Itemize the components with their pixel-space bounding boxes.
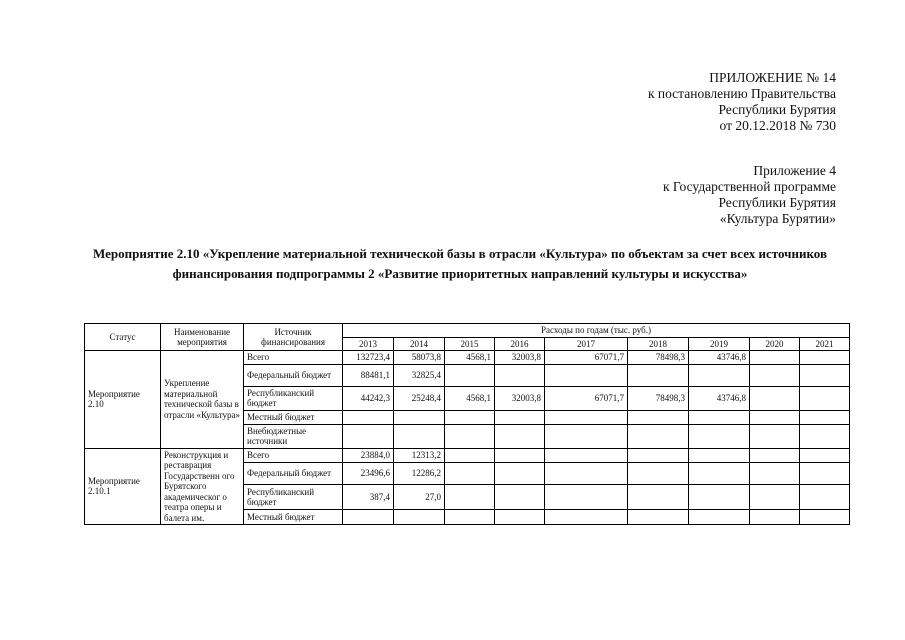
value-cell: 44242,3 (343, 386, 394, 410)
value-cell (628, 410, 689, 424)
value-cell (545, 510, 628, 525)
value-cell: 32003,8 (495, 386, 545, 410)
value-cell: 78498,3 (628, 386, 689, 410)
source-cell: Всего (244, 351, 343, 365)
value-cell (628, 510, 689, 525)
source-cell: Федеральный бюджет (244, 364, 343, 386)
value-cell: 12313,2 (394, 448, 445, 462)
value-cell: 32003,8 (495, 351, 545, 365)
value-cell: 67071,7 (545, 386, 628, 410)
source-cell: Внебюджетные источники (244, 424, 343, 448)
value-cell (750, 448, 800, 462)
value-cell: 4568,1 (445, 351, 495, 365)
value-cell (495, 485, 545, 510)
value-cell (628, 424, 689, 448)
annex-header (648, 70, 836, 134)
value-cell: 12286,2 (394, 462, 445, 485)
appendix-line: «Культура Бурятии» (719, 211, 836, 226)
value-cell: 132723,4 (343, 351, 394, 365)
value-cell (445, 424, 495, 448)
value-cell (628, 485, 689, 510)
annex-line: от 20.12.2018 № 730 (719, 118, 836, 133)
value-cell (394, 510, 445, 525)
value-cell (495, 448, 545, 462)
value-cell (689, 424, 750, 448)
activity-name-cell: Укрепление материальной технической базы в отрасли «Культура» (161, 351, 244, 449)
appendix-line: к Государственной программе (662, 179, 836, 194)
header-year: 2015 (445, 337, 495, 351)
value-cell (689, 510, 750, 525)
value-cell (445, 462, 495, 485)
value-cell (689, 485, 750, 510)
value-cell (800, 364, 850, 386)
value-cell: 4568,1 (445, 386, 495, 410)
value-cell (750, 424, 800, 448)
value-cell (750, 510, 800, 525)
annex-line: ПРИЛОЖЕНИЕ № 14 (709, 70, 836, 85)
header-status: Статус (85, 324, 161, 351)
header-expenses: Расходы по годам (тыс. руб.) (343, 324, 850, 338)
value-cell: 67071,7 (545, 351, 628, 365)
value-cell (343, 410, 394, 424)
value-cell (800, 351, 850, 365)
header-name: Наименование мероприятия (161, 324, 244, 351)
source-cell: Всего (244, 448, 343, 462)
value-cell: 23496,6 (343, 462, 394, 485)
source-cell: Республиканский бюджет (244, 485, 343, 510)
header-year: 2018 (628, 337, 689, 351)
value-cell (750, 386, 800, 410)
value-cell (800, 462, 850, 485)
value-cell: 78498,3 (628, 351, 689, 365)
value-cell (495, 510, 545, 525)
value-cell: 43746,8 (689, 351, 750, 365)
value-cell (495, 364, 545, 386)
value-cell (545, 410, 628, 424)
table-row (85, 351, 850, 365)
value-cell: 387,4 (343, 485, 394, 510)
value-cell (545, 462, 628, 485)
value-cell: 58073,8 (394, 351, 445, 365)
table-row (85, 448, 850, 462)
value-cell (495, 410, 545, 424)
header-year: 2019 (689, 337, 750, 351)
value-cell (689, 448, 750, 462)
value-cell: 27,0 (394, 485, 445, 510)
header-source: Источник финансирования (244, 324, 343, 351)
value-cell (445, 448, 495, 462)
header-year: 2014 (394, 337, 445, 351)
source-cell: Местный бюджет (244, 410, 343, 424)
table-body (85, 351, 850, 525)
value-cell (495, 424, 545, 448)
value-cell (394, 424, 445, 448)
value-cell (689, 364, 750, 386)
source-cell: Федеральный бюджет (244, 462, 343, 485)
value-cell (750, 364, 800, 386)
value-cell (628, 364, 689, 386)
value-cell: 43746,8 (689, 386, 750, 410)
value-cell (545, 485, 628, 510)
value-cell (343, 510, 394, 525)
value-cell (750, 462, 800, 485)
value-cell (445, 485, 495, 510)
value-cell (800, 386, 850, 410)
header-year: 2021 (800, 337, 850, 351)
appendix-line: Республики Бурятия (718, 195, 836, 210)
value-cell (445, 364, 495, 386)
header-year: 2016 (495, 337, 545, 351)
source-cell: Местный бюджет (244, 510, 343, 525)
value-cell (800, 424, 850, 448)
status-cell: Мероприятие 2.10.1 (85, 448, 161, 525)
value-cell (750, 351, 800, 365)
value-cell (445, 510, 495, 525)
value-cell (750, 410, 800, 424)
value-cell (689, 410, 750, 424)
value-cell (628, 448, 689, 462)
annex-line: Республики Бурятия (718, 102, 836, 117)
value-cell (800, 448, 850, 462)
header-year: 2017 (545, 337, 628, 351)
value-cell (689, 462, 750, 485)
value-cell (343, 424, 394, 448)
value-cell (800, 410, 850, 424)
value-cell (750, 485, 800, 510)
source-cell: Республиканский бюджет (244, 386, 343, 410)
value-cell: 25248,4 (394, 386, 445, 410)
header-year: 2013 (343, 337, 394, 351)
document-title: Мероприятие 2.10 «Укрепление материальной технической базы в отрасли «Культура» по объектам за счет всех источников финансирования подпрограммы 2 «Развитие приоритетных направлений культуры и искусства» (93, 246, 827, 281)
value-cell (445, 410, 495, 424)
activity-name-cell: Реконструкция и реставрация Государственн ого Бурятского академическог о театра оперы и балета им. (161, 448, 244, 525)
annex-line: к постановлению Правительства (647, 86, 836, 101)
value-cell (545, 424, 628, 448)
value-cell (800, 485, 850, 510)
value-cell (545, 364, 628, 386)
status-cell: Мероприятие 2.10 (85, 351, 161, 449)
value-cell (545, 448, 628, 462)
value-cell: 88481,1 (343, 364, 394, 386)
value-cell (800, 510, 850, 525)
value-cell: 23884,0 (343, 448, 394, 462)
value-cell (628, 462, 689, 485)
appendix-line: Приложение 4 (753, 163, 836, 178)
value-cell (495, 462, 545, 485)
header-year: 2020 (750, 337, 800, 351)
appendix-header (663, 163, 836, 227)
value-cell: 32825,4 (394, 364, 445, 386)
financing-table (84, 323, 850, 525)
value-cell (394, 410, 445, 424)
